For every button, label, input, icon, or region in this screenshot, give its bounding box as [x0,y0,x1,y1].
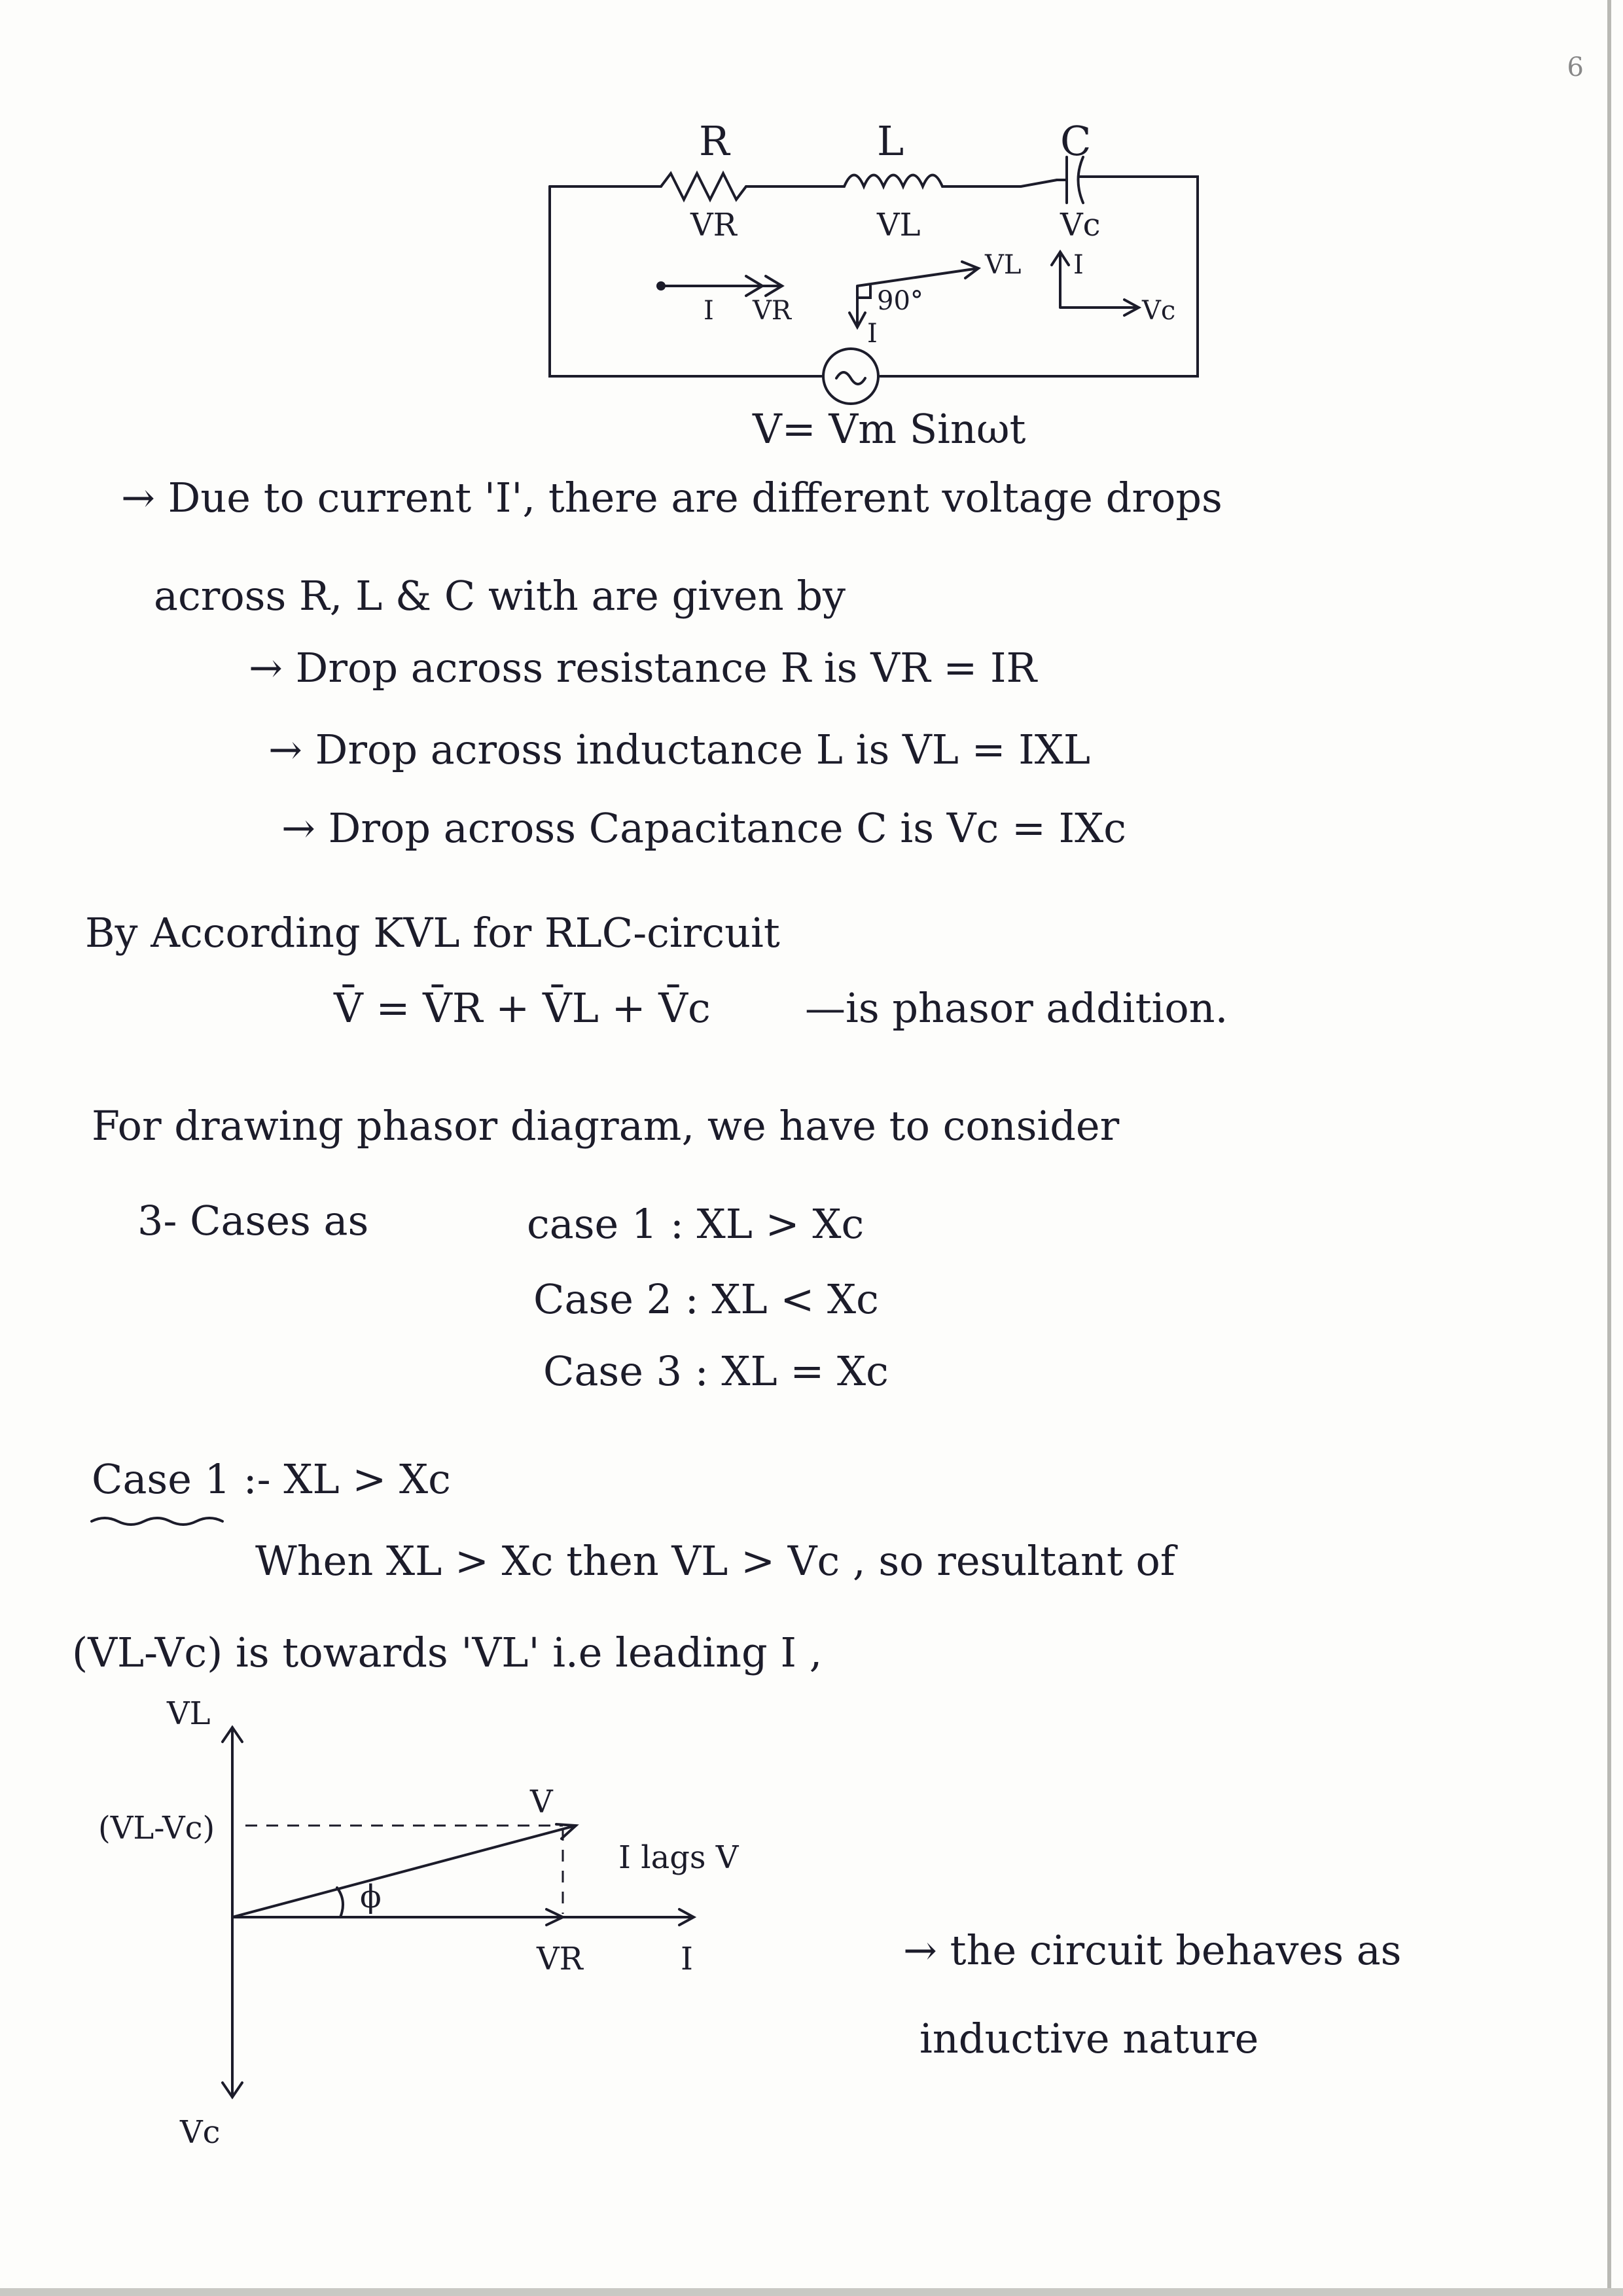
case-1-line: case 1 : XL > Xc [527,1200,865,1248]
phasor-l-v: VL [985,250,1022,280]
phasor-l-angle: 90° [877,286,923,316]
vr-phasor [232,1909,563,1925]
vertical-axis [223,1727,242,2097]
phasor-r-i: I [704,296,714,326]
case1-heading: Case 1 :- XL > Xc [92,1455,451,1503]
phasor-sum: V̄ = V̄R + V̄L + V̄c [334,984,711,1032]
page-number: 6 [1567,52,1584,82]
case-3-line: Case 3 : XL = Xc [543,1347,889,1395]
phasor-r-v: VR [753,296,792,326]
resistor-symbol [661,173,844,200]
drop-r-line: → Drop across resistance R is VR = IR [249,644,1037,692]
label-l: L [877,117,904,165]
v-resultant-phasor [232,1824,576,1917]
v-label: V [530,1784,553,1820]
phi-arc [337,1888,343,1917]
drawing-line: For drawing phasor diagram, we have to consider [92,1102,1120,1150]
i-phasor [563,1909,694,1925]
cases-intro: 3- Cases as [137,1197,369,1245]
vr-label: VR [537,1941,583,1977]
conclusion-line-1: → the circuit behaves as [903,1926,1402,1974]
angle-label: ϕ [360,1879,382,1915]
case-2-line: Case 2 : XL < Xc [533,1275,879,1323]
drop-l-line: → Drop across inductance L is VL = IXL [268,726,1091,773]
heading-underline [92,1518,223,1525]
circuit-left-wire [550,186,821,376]
i-label: I [681,1941,693,1977]
inductor-symbol [844,175,1057,187]
phasor-c-v: Vc [1142,296,1176,326]
label-vl: VL [877,207,921,243]
phasor-l-i: I [867,319,878,349]
source-equation: V= Vm Sinωt [753,405,1026,453]
kvl-line: By According KVL for RLC-circuit [85,909,780,957]
r-phasor-arrows [661,276,782,296]
case1-towards-line: (VL-Vc) is towards 'VL' i.e leading I , [72,1629,823,1676]
label-r: R [699,117,730,165]
label-c: C [1060,117,1092,165]
left-label: (VL-Vc) [98,1810,215,1846]
lag-note: I lags V [618,1839,739,1876]
label-vr: VR [690,207,737,243]
drop-c-line: → Drop across Capacitance C is Vc = IXc [281,804,1126,852]
axis-bottom-label: Vc [180,2114,221,2151]
label-vc: Vc [1060,207,1101,243]
case1-when-line: When XL > Xc then VL > Vc , so resultant of [255,1537,1175,1585]
c-phasor-arrows [1052,252,1139,315]
body-line-2: across R, L & C with are given by [154,572,846,620]
conclusion-line-2: inductive nature [919,2015,1259,2062]
axis-top-label: VL [167,1695,211,1732]
body-line-1: → Due to current 'I', there are different voltage drops [121,474,1222,521]
phasor-sum-note: —is phasor addition. [805,984,1228,1032]
phasor-c-i: I [1073,250,1084,280]
